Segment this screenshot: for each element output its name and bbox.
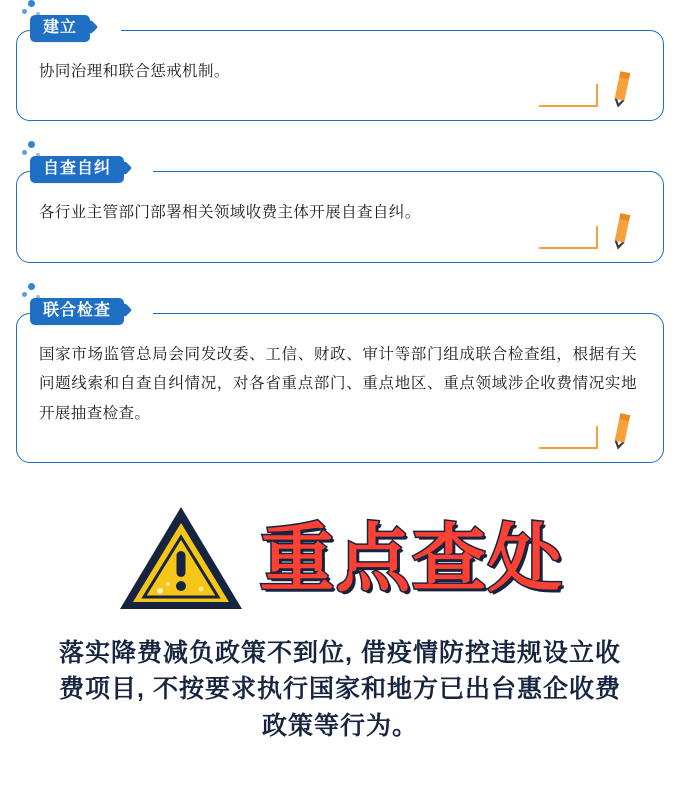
section-body-text: 国家市场监管总局会同发改委、工信、财政、审计等部门组成联合检查组，根据有关问题线索和自查自纠情况，对各省重点部门、重点地区、重点领域涉企收费情况实地开展抽查检查。 [39, 345, 637, 422]
banner-subtext: 落实降费减负政策不到位, 借疫情防控违规设立收费项目, 不按要求执行国家和地方已出台惠企收费政策等行为。 [59, 639, 621, 740]
banner-headline-row [12, 503, 668, 615]
key-enforcement-banner [0, 503, 680, 744]
section-tag: 建立 [30, 15, 90, 42]
section-self-inspection [16, 160, 664, 262]
section-card [16, 30, 664, 121]
section-establish [16, 19, 664, 121]
section-tag: 自查自纠 [30, 156, 124, 183]
warning-triangle-icon [116, 503, 246, 615]
infographic-page [0, 19, 680, 795]
section-card [16, 313, 664, 463]
section-tag: 联合检查 [30, 298, 124, 325]
section-body-text: 协同治理和联合惩戒机制。 [39, 63, 230, 80]
section-card [16, 171, 664, 262]
banner-headline: 重点查处 [260, 516, 564, 603]
section-joint-inspection [16, 301, 664, 463]
section-body-text: 各行业主管部门部署相关领域收费主体开展自查自纠。 [39, 204, 421, 222]
